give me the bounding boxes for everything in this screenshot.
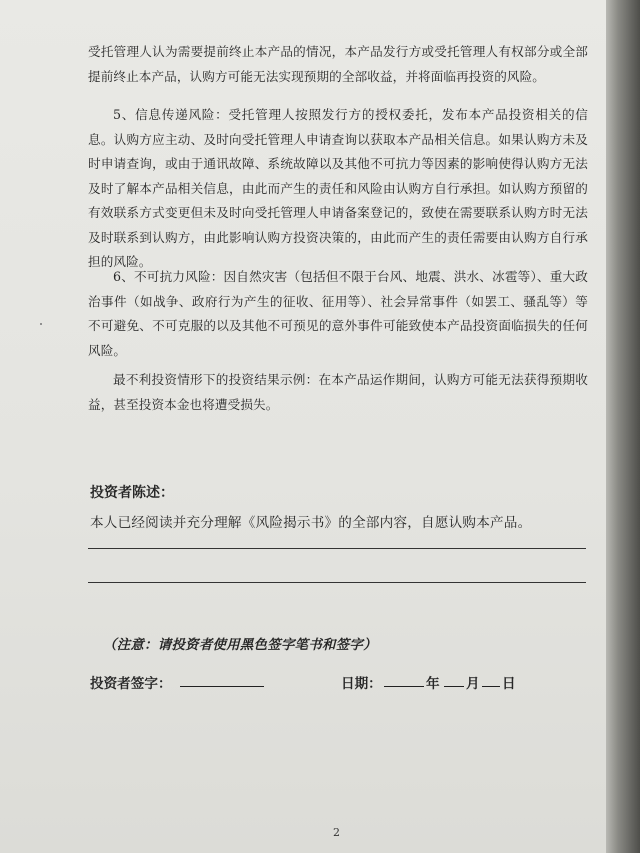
date-year-label: 年 (426, 676, 440, 692)
signature-note: （注意：请投资者使用黑色签字笔书和签字） (103, 637, 377, 653)
investor-statement: 本人已经阅读并充分理解《风险揭示书》的全部内容，自愿认购本产品。 (90, 515, 532, 531)
investor-statement-heading: 投资者陈述： (90, 485, 174, 501)
signature-label: 投资者签字： (90, 676, 172, 692)
handwriting-line-1 (88, 548, 586, 549)
signature-field[interactable] (180, 686, 264, 687)
paragraph-info-risk: 5、信息传递风险：受托管理人按照发行方的授权委托，发布本产品投资相关的信息。认购方应主动、及时向受托管理人申请查询以获取本产品相关信息。如果认购方未及时申请查询，或由于通讯故障、系统故障以及其他不可抗力等因素的影响使得认购方无法及时了解本产品相关信息，由此而产生的责任和风险由认购方自行承担。如认购方预留的有效联系方式变更但未及时向受托管理人申请备案登记的，致使在需要联系认购方时无法及时联系到认购方，由此影响认购方投资决策的，由此而产生的责任需要由认购方自行承担的风险。 (88, 107, 588, 269)
book-edge (606, 0, 640, 853)
date-label: 日期： (341, 676, 382, 692)
date-year-field[interactable] (384, 686, 424, 687)
page-number: 2 (333, 826, 340, 839)
paper-speck (40, 323, 42, 325)
paragraph-worst-case: 最不利投资情形下的投资结果示例：在本产品运作期间，认购方可能无法获得预期收益，甚至投资本金也将遭受损失。 (88, 372, 588, 412)
date-month-field[interactable] (444, 686, 464, 687)
date-month-label: 月 (466, 676, 480, 692)
handwriting-line-2 (88, 582, 586, 583)
date-day-field[interactable] (482, 686, 500, 687)
date-day-label: 日 (502, 676, 516, 692)
paragraph-force-majeure: 6、不可抗力风险：因自然灾害（包括但不限于台风、地震、洪水、冰雹等）、重大政治事件（如战争、政府行为产生的征收、征用等）、社会异常事件（如罢工、骚乱等）等不可避免、不可克服的以及其他不可预见的意外事件可能致使本产品投资面临损失的任何风险。 (88, 269, 588, 358)
paragraph-continuation: 受托管理人认为需要提前终止本产品的情况，本产品发行方或受托管理人有权部分或全部提前终止本产品，认购方可能无法实现预期的全部收益，并将面临再投资的风险。 (88, 44, 588, 84)
